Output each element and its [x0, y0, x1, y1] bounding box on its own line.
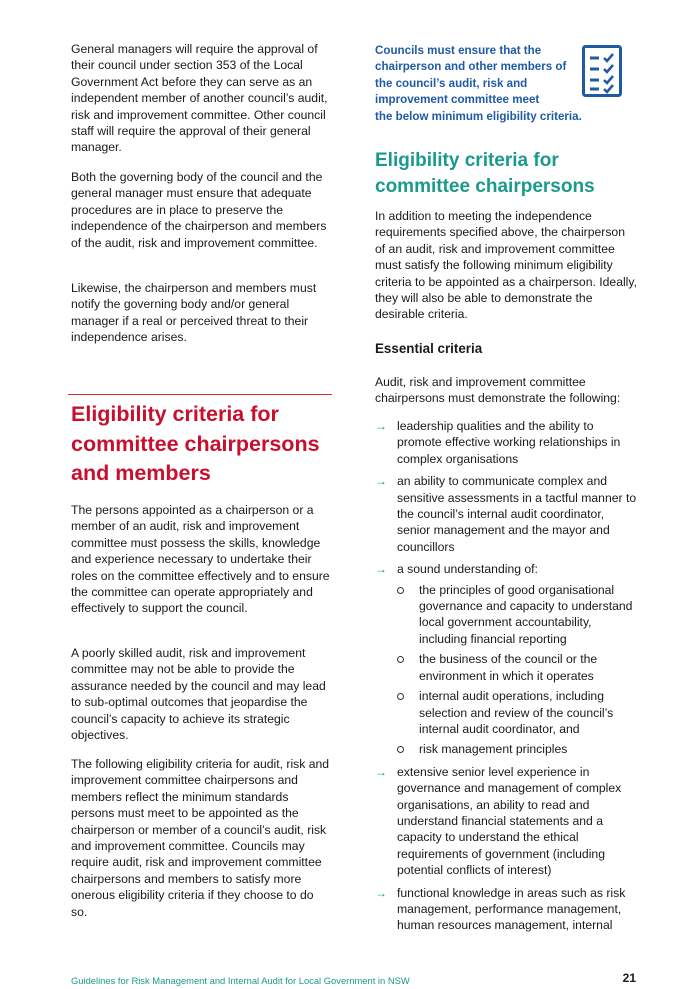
left-paragraph-2: Both the governing body of the council and the general manager must ensure that adequate procedures are in place to preserve the independence of the chairperson and members of the audit, risk and improvement committee. [71, 170, 327, 250]
sub-list-item-text: internal audit operations, including selection and review of the council’s internal audit coordinator, and [419, 689, 614, 736]
list-item [375, 764, 637, 879]
arrow-right-icon: → [375, 474, 387, 489]
essential-criteria-heading: Essential criteria [375, 341, 483, 356]
left-paragraph-4: The persons appointed as a chairperson or a member of an audit, risk and improvement committee must possess the skills, knowledge and experience necessary to undertake their roles on the committee effectively and to ensure the committee can operate appropriately and effectively to support the council. [71, 503, 330, 616]
sub-criteria-list [397, 582, 637, 758]
footer-text: Guidelines for Risk Management and Internal Audit for Local Government in NSW [71, 975, 410, 986]
sub-list-item [397, 651, 637, 684]
circle-bullet-icon [397, 656, 404, 663]
list-item-text: leadership qualities and the ability to promote effective working relationships in complex organisations [397, 419, 621, 466]
callout-text-last-line: the below minimum eligibility criteria. [375, 110, 582, 123]
left-paragraph-3: Likewise, the chairperson and members must notify the governing body and/or general manager if a real or perceived threat to their independence arises. [71, 281, 317, 345]
list-item-text: a sound understanding of: [397, 562, 538, 577]
sub-list-item-text: the principles of good organisational governance and capacity to understand local government accountability, including financial reporting [419, 582, 633, 646]
list-item-text: functional knowledge in areas such as risk management, performance management, human resources management, internal [397, 885, 626, 933]
list-item-text: an ability to communicate complex and sensitive assessments in a tactful manner to the council’s internal audit coordinator, senior management and the mayor and councillors [397, 474, 637, 554]
arrow-right-icon: → [375, 885, 387, 900]
circle-bullet-icon [397, 693, 404, 700]
right-paragraph-1: In addition to meeting the independence requirements specified above, the chairperson of an audit, risk and improvement committee must satisfy the following minimum eligibility criteria to be appointed as a chairperson. Ideally, they will also be able to demonstrate the desirable criteria. [375, 209, 637, 322]
chairperson-heading: Eligibility criteria for committee chairpersons [375, 150, 595, 197]
left-paragraph-1: General managers will require the approval of their council under section 353 of the Local Government Act before they can serve as an independent member of another council’s audit, risk and improvement committee. Other council staff will require the approval of their general manager. [71, 42, 328, 155]
sub-list-item [397, 688, 637, 737]
circle-bullet-icon [397, 746, 404, 753]
arrow-right-icon: → [375, 419, 387, 433]
circle-bullet-icon [397, 587, 404, 594]
list-item [375, 473, 637, 555]
page-number: 21 [622, 971, 636, 985]
left-paragraph-5: A poorly skilled audit, risk and improvement committee may not be able to provide the assurance needed by the council and may lead to sub-optimal outcomes that jeopardise the council’s capacity to achieve its strategic objectives. [71, 646, 326, 743]
list-item-text: extensive senior level experience in governance and management of complex organisations, an ability to read and understand financial statements and a capacity to understand the ethical requirements of government (including potential conflicts of interest) [397, 764, 622, 878]
arrow-right-icon: → [375, 562, 387, 577]
sub-list-item-text: the business of the council or the environment in which it operates [419, 652, 598, 683]
arrow-right-icon: → [375, 764, 387, 779]
left-paragraph-6: The following eligibility criteria for audit, risk and improvement committee chairpersons and members reflect the minimum standards persons must meet to be appointed as the chairperson or member of a council’s audit, risk and improvement committee. Councils may require audit, risk and improvement committee chairpersons and members to satisfy more onerous eligibility criteria if they choose to do so. [71, 757, 330, 919]
checklist-icon [582, 45, 622, 97]
sub-list-item-text: risk management principles [419, 742, 568, 757]
section-divider [68, 394, 332, 395]
section-heading: Eligibility criteria for committee chairpersons and members [71, 402, 320, 485]
callout-text: Councils must ensure that the chairperson and other members of the council’s audit, risk and improvement committee meet [375, 44, 567, 107]
sub-list-item [397, 582, 637, 648]
sub-list-item [397, 741, 637, 757]
list-item [375, 561, 637, 757]
right-paragraph-2: Audit, risk and improvement committee chairpersons must demonstrate the following: [375, 375, 621, 406]
list-item [375, 418, 637, 467]
list-item [375, 885, 637, 934]
criteria-list [375, 418, 637, 940]
